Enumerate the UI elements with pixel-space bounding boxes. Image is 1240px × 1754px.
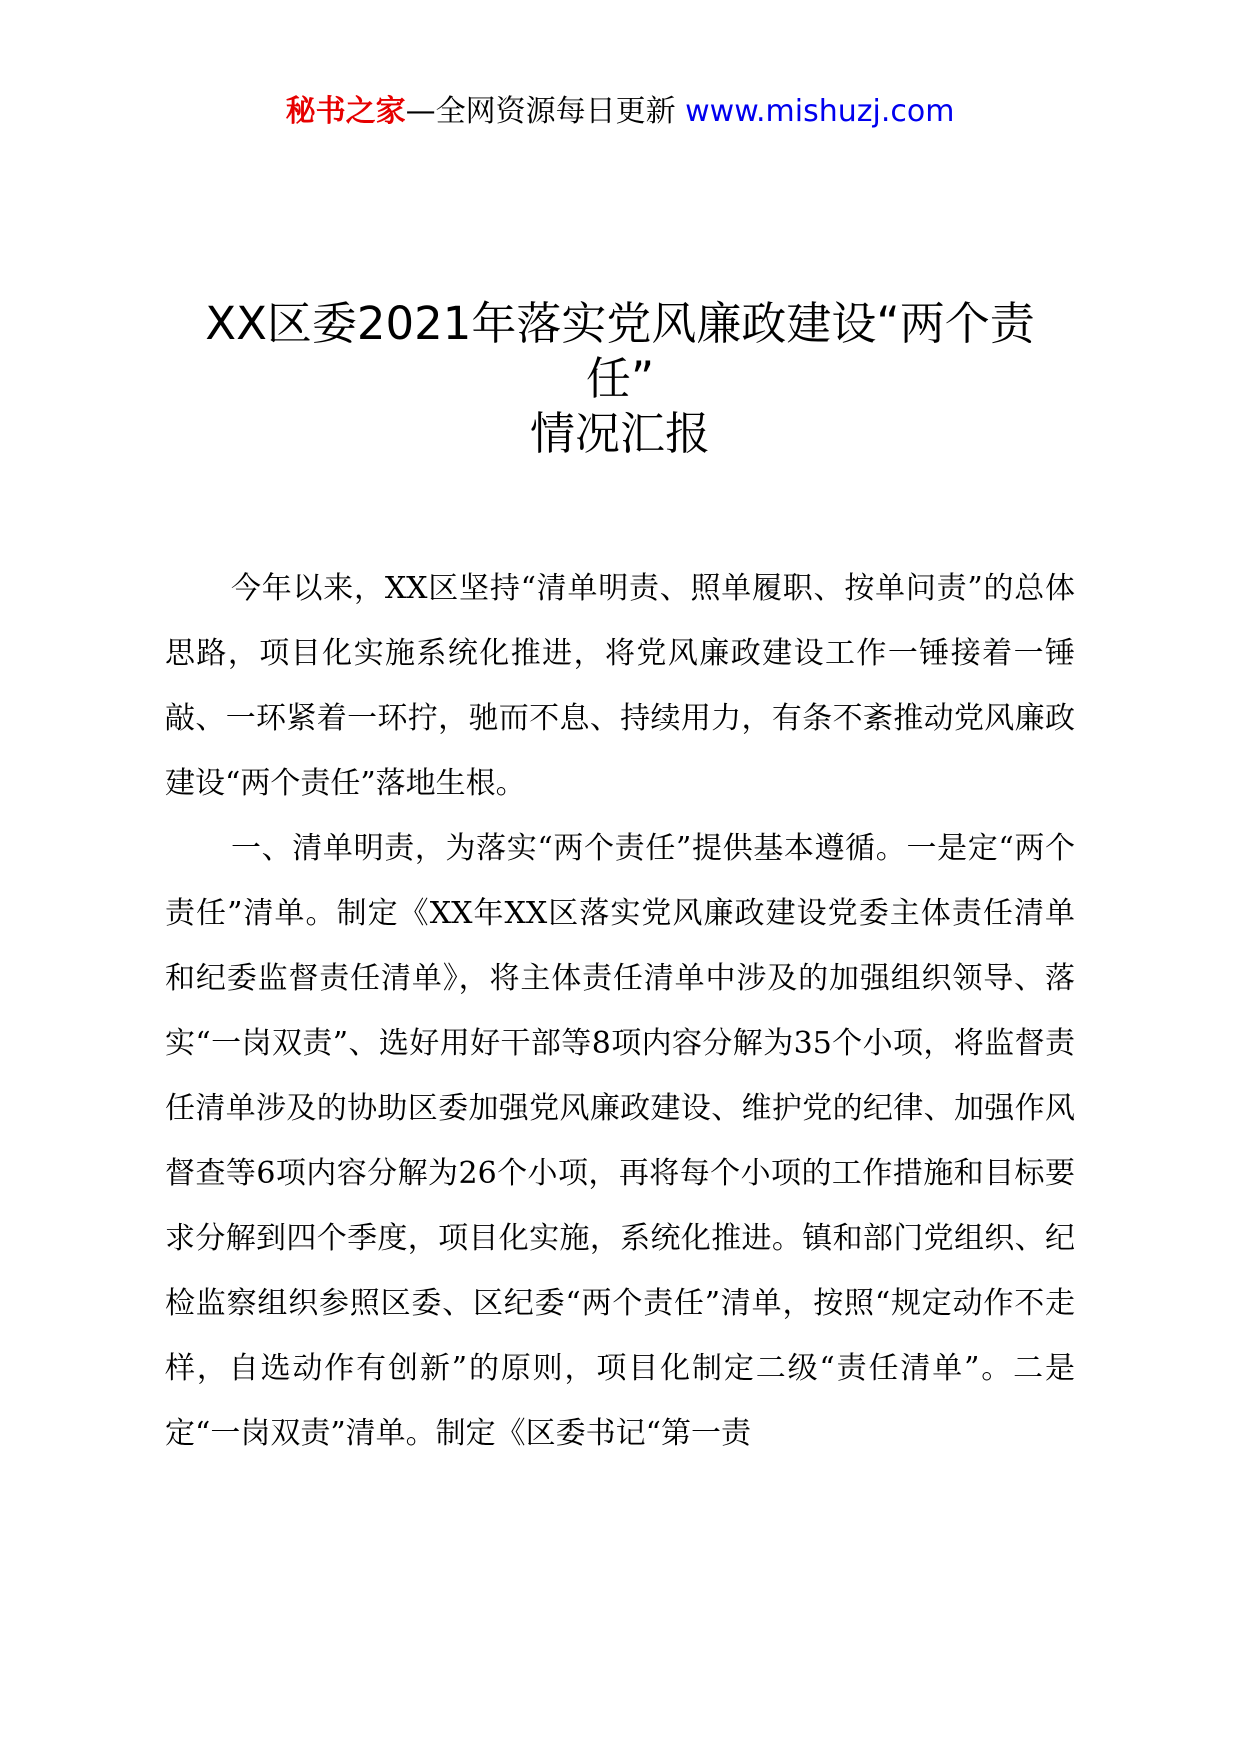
header-tagline: —全网资源每日更新 [405,94,686,129]
paragraph-section-1: 一、清单明责，为落实“两个责任”提供基本遵循。一是定“两个责任”清单。制定《XX年XX区落实党风廉政建设党委主体责任清单和纪委监督责任清单》，将主体责任清单中涉及的加强组织领导、落实“一岗双责”、选好用好干部等8项内容分解为35个小项，将监督责任清单涉及的协助区委加强党风廉政建设、维护党的纪律、加强作风督查等6项内容分解为26个小项，再将每个小项的工作措施和目标要求分解到四个季度，项目化实施，系统化推进。镇和部门党组织、纪检监察组织参照区委、区纪委“两个责任”清单，按照“规定动作不走样，自选动作有创新”的原则，项目化制定二级“责任清单”。二是定“一岗双责”清单。制定《区委书记“第一责 [165,831,1075,1451]
site-url-link[interactable]: www.mishuzj.com [685,94,955,129]
title-line-2: 任” [585,352,655,405]
brand-name: 秘书之家 [285,94,406,129]
document-title [140,296,1100,461]
paragraph-intro: 今年以来，XX区坚持“清单明责、照单履职、按单问责”的总体思路，项目化实施系统化推进，将党风廉政建设工作一锤接着一锤敲、一环紧着一环拧，驰而不息、持续用力，有条不紊推动党风廉政建设“两个责任”落地生根。 [165,571,1075,801]
title-line-3: 情况汇报 [529,407,710,460]
site-header [0,92,1240,132]
title-line-1: XX区委2021年落实党风廉政建设“两个责 [205,297,1035,350]
document-body [165,556,1075,1466]
